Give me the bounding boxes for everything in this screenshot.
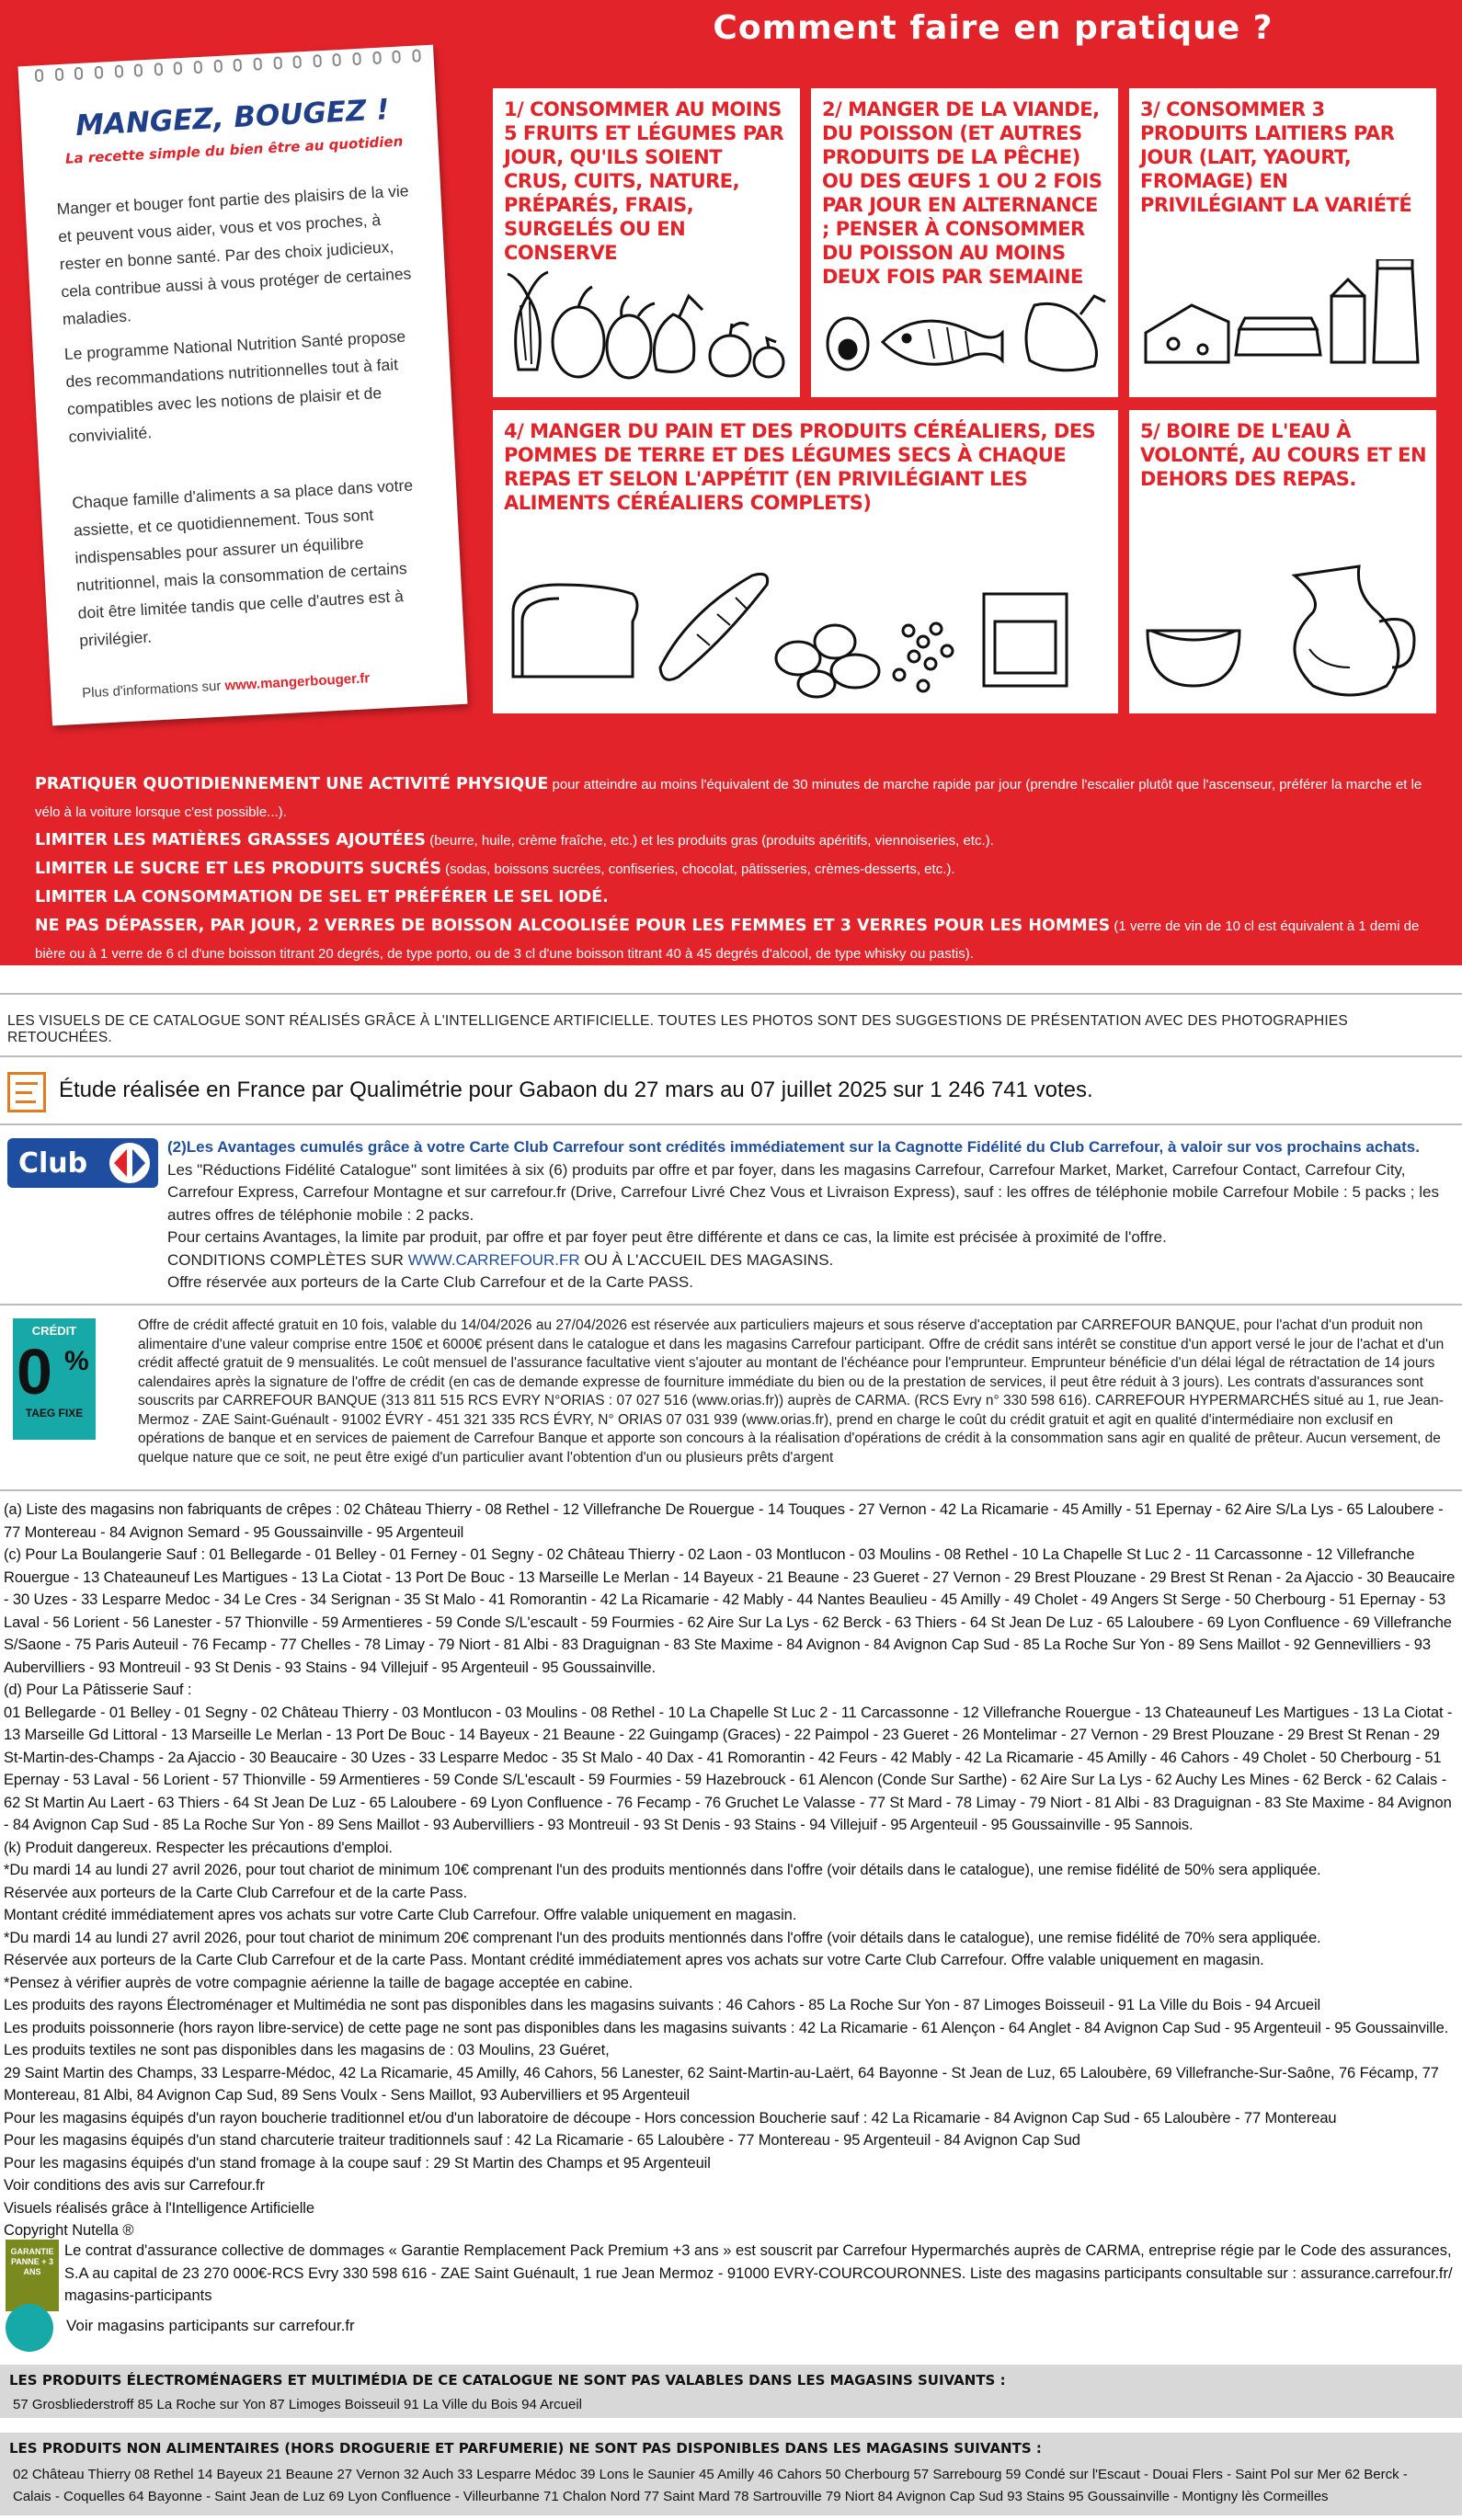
rule-detail: (1 verre de vin de 10 cl est équivalent à 1 demi de bière ou à 1 verre de 6 cl d'une boisson titrant 20 degrés, de type porto, ou de 3 cl d'une boisson titrant 40 à 45 degrés d'alcool, de type whisky ou pastis). [35, 918, 1420, 962]
carrefour-link[interactable]: WWW.CARREFOUR.FR [407, 1250, 580, 1269]
legal-notes [4, 1499, 1458, 2242]
rule-heading: LIMITER LA CONSOMMATION DE SEL ET PRÉFÉRER LE SEL IODÉ. [35, 888, 609, 907]
card-more-info [82, 667, 442, 701]
card-paragraph: Manger et bouger font partie des plaisirs de la vie et peuvent vous aider, vous et vos proches, à rester en bonne santé. Par des choix judicieux, cela contribue aussi à vous protéger de certaines maladies. [56, 181, 412, 329]
divider [0, 1304, 1462, 1306]
rule-heading: LIMITER LE SUCRE ET LES PRODUITS SUCRÉS [35, 860, 441, 878]
participating-stores-row [0, 2304, 1462, 2350]
tile-meat-fish-eggs [811, 88, 1118, 397]
legal-line: *Pensez à vérifier auprès de votre compagnie aérienne la taille de bagage acceptée en cabine. [4, 1974, 634, 1991]
divider [0, 993, 1462, 995]
rule-detail: (sodas, boissons sucrées, confiseries, chocolat, pâtisseries, crèmes-desserts, etc.). [440, 861, 955, 877]
fish-egg-meat-icon [818, 278, 1111, 392]
credit-terms: Offre de crédit affecté gratuit en 10 fois, valable du 14/04/2026 au 27/04/2026 est réservée aux particuliers majeurs et sous réserve d'acceptation par CARREFOUR BANQUE, pour l'achat d'un produit non alimentaire d'une valeur comprise entre 150€ et 6000€ présent dans le catalogue et dans les magasins Carrefour participant. Offre de crédit sans intérêt se constitue d'un apport versé le jour de l'achat et d'un crédit affecté gratuit de 9 mensualités. Le coût mensuel de l'assurance facultative vient s'ajouter au montant de l'échéance pour l'emprunteur. Emprunteur bénéficie d'un délai légal de rétractation de 14 jours calendaires après la signature de l'offre de crédit (en cas de demande expresse de fourniture immédiate du bien ou de la prestation de services, il peut être réduit à 3 jours). Les contrats d'assurances sont souscrits par CARREFOUR BANQUE (313 811 515 RCS EVRY N°ORIAS : 07 027 516 (www.orias.fr)) auprès de CARMA. (RCS Evry n° 330 598 616). CARREFOUR HYPERMARCHÉS situé au 1, rue Jean-Mermoz - ZAE Saint-Guénault - 91002 ÉVRY - 451 321 335 RCS ÉVRY, N° ORIAS 07 031 939 (www.orias.fr), prend en charge le coût du crédit gratuit et agit en qualité d'intermédiaire non exclusif en opérations de banque et en services de paiement de Carrefour Banque et apporte son concours à la réalisation d'opérations de crédit à la consommation sans agir en qualité de prêteur. Aucun versement, de quelque nature que ce soit, ne peut être exigé d'un particulier avant l'obtention d'un ou plusieurs prêts d'argent [138, 1317, 1445, 1465]
club-body: Les "Réductions Fidélité Catalogue" sont limitées à six (6) produits par offre et par foyer, dans les magasins Carrefour, Carrefour Market, Market, Carrefour Contact, Carrefour City, Carrefour Express, Carrefour Montagne et sur carrefour.fr (Drive, Carrefour Livré Chez Vous et Livraison Express), sauf : les offres de téléphonie mobile Carrefour Mobile : 5 packs ; les autres offres de téléphonie mobile : 2 packs. [167, 1160, 1439, 1224]
club-reserved: Offre réservée aux porteurs de la Carte Club Carrefour et de la Carte PASS. [167, 1273, 693, 1291]
mangerbouger-link[interactable]: www.mangerbouger.fr [224, 670, 371, 694]
rule-heading: PRATIQUER QUOTIDIENNEMENT UNE ACTIVITÉ PHYSIQUE [35, 775, 549, 793]
legal-line: *Du mardi 14 au lundi 27 avril 2026, pour tout chariot de minimum 10€ comprenant l'un des produits mentionnés dans l'offre (voir détails dans le catalogue), une remise fidélité de 50% sera appliquée. [4, 1862, 1321, 1878]
survey-icon [7, 1072, 46, 1112]
health-rules [35, 770, 1433, 968]
legal-line: Réservée aux porteurs de la Carte Club Carrefour et de la carte Pass. Montant crédité immédiatement apres vos achats sur votre Carte Club Carrefour. Offre valable uniquement en magasin. [4, 1952, 1264, 1968]
divider [0, 1489, 1462, 1491]
credit-zero-percent-badge: CRÉDIT 0 % TAEG FIXE [13, 1318, 96, 1440]
tile-dairy [1129, 88, 1436, 397]
nonfood-exclusions-list: 02 Château Thierry 08 Rethel 14 Bayeux 21 Beaune 27 Vernon 32 Auch 33 Lesparre Médoc 39 Lons le Saunier 45 Amilly 46 Cahors 50 Cherbourg 57 Sarrebourg 59 Condé sur l'Escaut - Douai Flers - Saint Pol sur Mer 62 Berck - Calais - Coquelles 64 Bayonne - Saint Jean de Luz 69 Lyon Confluence - Villeurbanne 71 Chalon Nord 77 Saint Mard 78 Sartrouville 79 Niort 84 Avignon Cap Sud 93 Stains 95 Goussainville - Montigny lès Cormeilles [13, 2467, 1408, 2504]
club-lead: (2)Les Avantages cumulés grâce à votre Carte Club Carrefour sont crédités immédiatement sur la Cagnotte Fidélité du Club Carrefour, à valoir sur vos prochains achats. [167, 1138, 1420, 1156]
more-info-label: Plus d'informations sur [81, 678, 225, 701]
electro-exclusions-box [0, 2365, 1462, 2418]
rule-line [35, 912, 1433, 968]
legal-line: Pour les magasins équipés d'un rayon boucherie traditionnel et/ou d'un laboratoire de découpe - Hors concession Boucherie sauf : 42 La Ricamarie - 84 Avignon Cap Sud - 65 Laloubère - 77 Montereau [4, 2109, 1337, 2127]
rule-heading: NE PAS DÉPASSER, PAR JOUR, 2 VERRES DE BOISSON ALCOOLISÉE POUR LES FEMMES ET 3 VERRES POUR LES HOMMES [35, 917, 1111, 935]
club-carrefour-section [0, 1133, 1462, 1296]
rule-line [35, 855, 1433, 884]
credit-offer-section [0, 1313, 1462, 1469]
legal-line: (d) Pour La Pâtisserie Sauf : [4, 1682, 192, 1698]
tile-bread-cereals [493, 410, 1118, 713]
participating-stores-icon [6, 2304, 53, 2352]
card-subtitle: La recette simple du bien être au quotidien [64, 132, 404, 167]
legal-line: 29 Saint Martin des Champs, 33 Lesparre-Médoc, 42 La Ricamarie, 45 Amilly, 46 Cahors, 56 Lanester, 62 Saint-Martin-au-Laërt, 64 Bayonne - St Jean de Luz, 65 Laloubère, 69 Villefranche-Sur-Saône, 76 Fécamp, 77 Montereau, 81 Albi, 84 Avignon Cap Sud, 89 Sens Voulx - Sens Maillot, 93 Aubervilliers et 95 Argenteuil [4, 2064, 1439, 2104]
nonfood-exclusions-box [0, 2433, 1462, 2515]
legal-line: (k) Produit dangereux. Respecter les précautions d'emploi. [4, 1839, 393, 1856]
legal-line: Voir conditions des avis sur Carrefour.fr [4, 2177, 265, 2194]
tile-text: 1/ CONSOMMER AU MOINS 5 FRUITS ET LÉGUMES PAR JOUR, QU'ILS SOIENT CRUS, CUITS, NATURE, PRÉPARÉS, FRAIS, SURGELÉS OU EN CONSERVE [504, 98, 784, 264]
panel-title: Comment faire en pratique ? [713, 9, 1274, 47]
legal-line: Pour les magasins équipés d'un stand fromage à la coupe sauf : 29 St Martin des Champs et 95 Argenteuil [4, 2154, 711, 2172]
ai-visuals-note: LES VISUELS DE CE CATALOGUE SONT RÉALISÉS GRÂCE À L'INTELLIGENCE ARTIFICIELLE. TOUTES LES PHOTOS SONT DES SUGGESTIONS DE PRÉSENTATION AVEC DES PHOTOGRAPHIES RETOUCHÉES. [7, 1013, 1348, 1045]
club-carrefour-logo [7, 1138, 158, 1188]
manger-bouger-card [18, 45, 468, 726]
divider [0, 1055, 1462, 1057]
garantie-badge: GARANTIE PANNE + 3 ANS [6, 2240, 59, 2311]
participating-stores-text: Voir magasins participants sur carrefour.fr [66, 2317, 355, 2334]
legal-line: Les produits poissonnerie (hors rayon libre-service) de cette page ne sont pas disponibles dans les magasins suivants : 42 La Ricamarie - 61 Alençon - 64 Anglet - 84 Avignon Cap Sud - 95 Argenteuil - 95 Goussainville. [4, 2019, 1449, 2036]
nutrition-panel [0, 0, 1462, 965]
club-terms [167, 1136, 1458, 1294]
club-conditions: CONDITIONS COMPLÈTES SUR WWW.CARREFOUR.FR OU À L'ACCUEIL DES MAGASINS. [167, 1250, 834, 1269]
rule-detail: (beurre, huile, crème fraîche, etc.) et les produits gras (produits apéritifs, viennoiseries, etc.). [426, 833, 994, 849]
tile-water [1129, 410, 1436, 713]
dairy-products-icon [1136, 259, 1429, 379]
tile-text: 5/ BOIRE DE L'EAU À VOLONTÉ, AU COURS ET EN DEHORS DES REPAS. [1140, 420, 1427, 490]
tile-text: 4/ MANGER DU PAIN ET DES PRODUITS CÉRÉALIERS, DES POMMES DE TERRE ET DES LÉGUMES SECS À CHAQUE REPAS ET SELON L'APPÉTIT (EN PRIVILÉGIANT LES ALIMENTS CÉRÉALIERS COMPLETS) [504, 420, 1096, 514]
legal-line: 01 Bellegarde - 01 Belley - 01 Segny - 02 Château Thierry - 03 Montlucon - 03 Moulins - 08 Rethel - 10 La Chapelle St Luc 2 - 11 Carcassonne - 12 Villefranche Rouergue - 13 Chateauneuf Les Martigues - 13 La Ciotat - 13 Marseille Gd Littoral - 13 Marseille Le Merlan - 13 Port De Bouc - 14 Bayeux - 21 Beaune - 22 Guingamp (Graces) - 22 Paimpol - 23 Gueret - 26 Montelimar - 27 Vernon - 29 Brest Plouzane - 29 Brest St Renan - 29 St-Martin-des-Champs - 2a Ajaccio - 30 Beaucaire - 30 Uzes - 33 Lesparre Medoc - 35 St Malo - 40 Dax - 41 Romorantin - 42 Feurs - 42 Mably - 42 La Ricamarie - 45 Amilly - 46 Cahors - 49 Cholet - 50 Cherbourg - 51 Epernay - 53 Laval - 56 Lorient - 57 Thionville - 59 Armentieres - 59 Conde S/L'escault - 59 Fourmies - 59 Hazebrouck - 61 Alencon (Conde Sur Sarthe) - 62 Aire Sur La Lys - 62 Auchy Les Mines - 62 Berck - 62 Calais - 62 St Martin Au Laert - 63 Thiers - 64 St Jean De Luz - 65 Laloubere - 69 Lyon Confluence - 76 Fecamp - 76 Gruchet Le Valasse - 77 St Mard - 78 Limay - 79 Niort - 81 Albi - 83 Draguignan - 83 Ste Maxime - 84 Avignon - 84 Avignon Cap Sud - 85 La Roche Sur Yon - 89 Sens Maillot - 93 Aubervilliers - 93 Montreuil - 93 St Denis - 93 Stains - 94 Villejuif - 95 Argenteuil - 95 Goussainville - 95 Sannois. [4, 1704, 1453, 1833]
tile-text: 2/ MANGER DE LA VIANDE, DU POISSON (ET AUTRES PRODUITS DE LA PÊCHE) OU DES ŒUFS 1 OU 2 FOIS PAR JOUR EN ALTERNANCE ; PENSER À CONSOMMER DU POISSON AU MOINS DEUX FOIS PAR SEMAINE [822, 98, 1102, 288]
legal-line: (a) Liste des magasins non fabriquants de crêpes : 02 Château Thierry - 08 Rethel - 12 Villefranche De Rouergue - 14 Touques - 27 Vernon - 42 La Ricamarie - 45 Amilly - 51 Epernay - 62 Aire S/La Lys - 65 Laloubere - 77 Montereau - 84 Avignon Semard - 95 Goussainville - 95 Argenteuil [4, 1501, 1444, 1541]
water-jug-icon [1138, 548, 1431, 704]
nonfood-exclusions-title: LES PRODUITS NON ALIMENTAIRES (HORS DROGUERIE ET PARFUMERIE) NE SONT PAS DISPONIBLES DANS LES MAGASINS SUIVANTS : [9, 2440, 1042, 2457]
study-text: Étude réalisée en France par Qualimétrie pour Gabaon du 27 mars au 07 juillet 2025 sur 1 246 741 votes. [59, 1078, 1093, 1102]
electro-exclusions-title: LES PRODUITS ÉLECTROMÉNAGERS ET MULTIMÉDIA DE CE CATALOGUE NE SONT PAS VALABLES DANS LES MAGASINS SUIVANTS : [9, 2372, 1006, 2389]
legal-line: Visuels réalisés grâce à l'Intelligence Artificielle [4, 2199, 314, 2217]
tile-text: 3/ CONSOMMER 3 PRODUITS LAITIERS PAR JOUR (LAIT, YAOURT, FROMAGE) EN PRIVILÉGIANT LA VARIÉTÉ [1140, 98, 1412, 216]
electro-exclusions-list: 57 Grosbliederstroff 85 La Roche sur Yon 87 Limoges Boisseuil 91 La Ville du Bois 94 Arcueil [13, 2397, 582, 2412]
fruits-vegetables-icon [500, 268, 793, 388]
divider [0, 1123, 1462, 1125]
club-limit: Pour certains Avantages, la limite par produit, par offre et par foyer peut être différente et dans ce cas, la limite est précisée à proximité de l'offre. [167, 1228, 1167, 1246]
rule-line [35, 884, 1433, 912]
legal-line: (c) Pour La Boulangerie Sauf : 01 Bellegarde - 01 Belley - 01 Ferney - 01 Segny - 02 Château Thierry - 02 Laon - 03 Montlucon - 03 Moulins - 08 Rethel - 10 La Chapelle St Luc 2 - 11 Carcassonne - 12 Villefranche Rouergue - 13 Chateauneuf Les Martigues - 13 La Ciotat - 13 Port De Bouc - 13 Marseille Le Merlan - 14 Bayeux - 21 Beaune - 23 Gueret - 27 Vernon - 29 Brest Plouzane - 29 Brest St Renan - 2a Ajaccio - 30 Beaucaire - 30 Uzes - 33 Lesparre Medoc - 34 Le Cres - 34 Serignan - 35 St Malo - 41 Romorantin - 42 La Ricamarie - 42 Mably - 44 Nantes Beaulieu - 45 Amilly - 49 Cholet - 49 Angers St Serge - 50 Cherbourg - 51 Epernay - 53 Laval - 56 Lorient - 56 Lanester - 57 Thionville - 59 Armentieres - 59 Conde S/L'escault - 59 Fourmies - 62 Aire Sur La Lys - 62 Berck - 63 Thiers - 64 St Jean De Luz - 65 Laloubere - 69 Lyon Confluence - 69 Villefranche S/Saone - 75 Paris Auteuil - 76 Fecamp - 77 Chelles - 78 Limay - 79 Niort - 81 Albi - 83 Draguignan - 83 Ste Maxime - 84 Avignon - 84 Avignon Cap Sud - 85 La Roche Sur Yon - 89 Sens Maillot - 92 Gennevilliers - 93 Aubervilliers - 93 Montreuil - 93 St Denis - 93 Stains - 94 Villejuif - 95 Argenteuil - 95 Goussainville. [4, 1546, 1456, 1676]
legal-line: Montant crédité immédiatement apres vos achats sur votre Carte Club Carrefour. Offre valable uniquement en magasin. [4, 1907, 797, 1923]
card-paragraph: Le programme National Nutrition Santé propose des recommandations nutritionnelles tout à fait compatibles avec les notions de plaisir et de convivialité. [63, 326, 406, 446]
legal-line: Les produits textiles ne sont pas disponibles dans les magasins de : 03 Moulins, 23 Guéret, [4, 2042, 610, 2058]
card-paragraph: Chaque famille d'aliments a sa place dans votre assiette, et ce quotidiennement. Tous sont indispensables pour assurer un équilibre nutritionnel, mais la consommation de certains doit être limitée tandis que celle d'autres est à privilégier. [71, 475, 414, 650]
card-title: MANGEZ, BOUGEZ ! [74, 93, 391, 143]
legal-line: Réservée aux porteurs de la Carte Club Carrefour et de la carte Pass. [4, 1884, 467, 1901]
club-logo-text: Club [18, 1147, 88, 1180]
study-row [0, 1068, 1462, 1123]
carrefour-logo-icon [107, 1142, 153, 1184]
legal-line: Les produits des rayons Électroménager et Multimédia ne sont pas disponibles dans les magasins suivants : 46 Cahors - 85 La Roche Sur Yon - 87 Limoges Boisseuil - 91 La Ville du Bois - 94 Arcueil [4, 1997, 1321, 2013]
rule-detail: pour atteindre au moins l'équivalent de 30 minutes de marche rapide par jour (prendre l'escalier plutôt que l'ascenseur, préférer la marche et le vélo à la voiture lorsque c'est possible...). [35, 777, 1422, 820]
legal-line: Copyright Nutella ® [4, 2222, 134, 2239]
legal-line: Pour les magasins équipés d'un stand charcuterie traiteur traditionnels sauf : 42 La Ricamarie - 65 Laloubère - 77 Montereau - 95 Argenteuil - 84 Avignon Cap Sud [4, 2132, 1080, 2149]
tile-fruits-vegetables [493, 88, 800, 397]
rule-line [35, 827, 1433, 855]
rule-line [35, 770, 1433, 827]
legal-line: *Du mardi 14 au lundi 27 avril 2026, pour tout chariot de minimum 20€ comprenant l'un des produits mentionnés dans l'offre (voir détails dans le catalogue), une remise fidélité de 70% sera appliquée. [4, 1929, 1321, 1946]
garantie-text: Le contrat d'assurance collective de dommages « Garantie Remplacement Pack Premium +3 ans » est souscrit par Carrefour Hypermarchés auprès de CARMA, entreprise régie par le Code des assurances, S.A au capital de 23 270 000€-RCS Evry 330 598 616 - ZAE Saint Guénault, 1 rue Jean Mermoz - 91000 EVRY-COURCOURONNES. Liste des magasins participants consultable sur : assurance.carrefour.fr/ magasins-participants [64, 2242, 1453, 2304]
notebook-rings [35, 49, 421, 84]
bread-cereals-icon [504, 557, 1107, 704]
rule-heading: LIMITER LES MATIÈRES GRASSES AJOUTÉES [35, 831, 427, 850]
